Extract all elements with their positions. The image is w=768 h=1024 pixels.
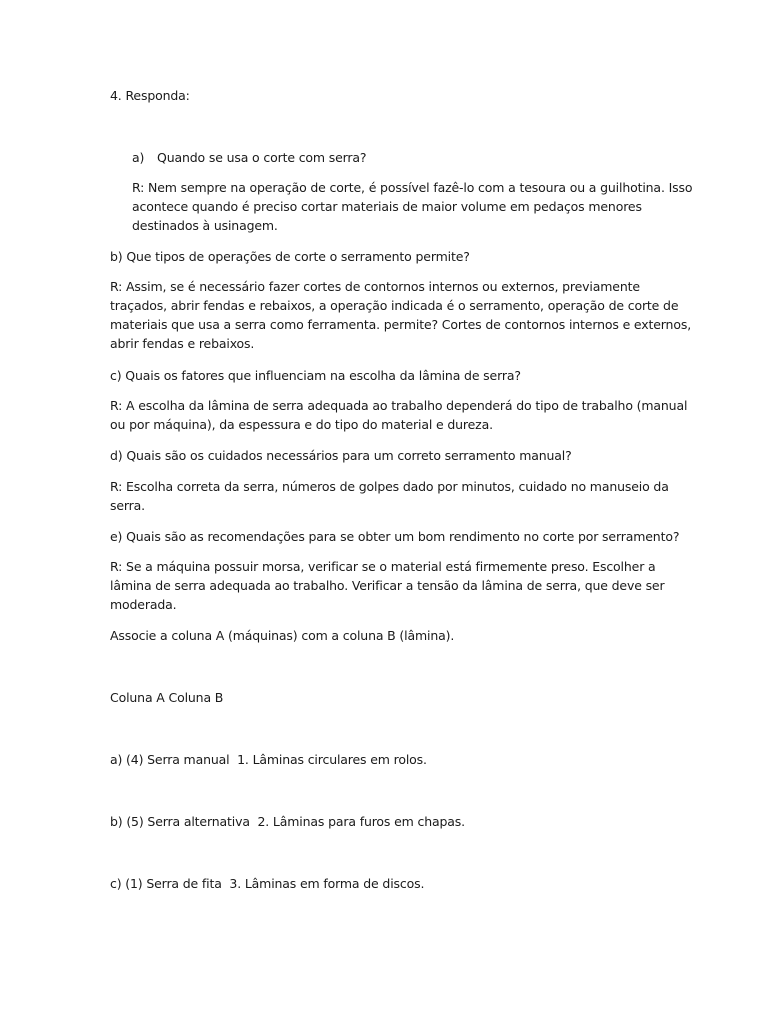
- answer-e-line: R: Se a máquina possuir morsa, verificar se o material está firmemente preso. Escolher a: [110, 559, 656, 574]
- answer-b: [110, 277, 691, 353]
- answer-a: [132, 178, 692, 235]
- question-e-text: e) Quais são as recomendações para se obter um bom rendimento no corte por serramento?: [110, 529, 680, 544]
- answer-c-line: R: A escolha da lâmina de serra adequada ao trabalho dependerá do tipo de trabalho (manual: [110, 398, 688, 413]
- answer-e: [110, 557, 664, 614]
- answer-b-line: materiais que usa a serra como ferramenta. permite? Cortes de contornos internos e externos,: [110, 317, 692, 332]
- answer-a-line: destinados à usinagem.: [132, 218, 278, 233]
- answer-e-line: lâmina de serra adequada ao trabalho. Verificar a tensão da lâmina de serra, que deve ser: [110, 578, 665, 593]
- answer-b-line: abrir fendas e rebaixos.: [110, 336, 255, 351]
- answer-a-line: acontece quando é preciso cortar materiais de maior volume em pedaços menores: [132, 199, 642, 214]
- question-a-marker: a): [132, 150, 145, 165]
- question-d-text: d) Quais são os cuidados necessários para um correto serramento manual?: [110, 448, 572, 463]
- question-b-text: b) Que tipos de operações de corte o serramento permite?: [110, 249, 470, 264]
- answer-b-line: R: Assim, se é necessário fazer cortes de contornos internos ou externos, previamente: [110, 279, 640, 294]
- answer-c-line: ou por máquina), da espessura e do tipo do material e dureza.: [110, 417, 493, 432]
- match-item: a) (4) Serra manual 1. Lâminas circulares em rolos.: [110, 752, 427, 767]
- answer-d-line: serra.: [110, 498, 145, 513]
- question-a-text: Quando se usa o corte com serra?: [157, 150, 367, 165]
- answer-e-line: moderada.: [110, 597, 177, 612]
- answer-d: [110, 477, 669, 515]
- columns-header: Coluna A Coluna B: [110, 690, 224, 705]
- question-c-text: c) Quais os fatores que influenciam na escolha da lâmina de serra?: [110, 368, 521, 383]
- answer-c: [110, 396, 687, 434]
- match-item: c) (1) Serra de fita 3. Lâminas em forma de discos.: [110, 876, 425, 891]
- answer-d-line: R: Escolha correta da serra, números de golpes dado por minutos, cuidado no manuseio da: [110, 479, 669, 494]
- answer-a-line: R: Nem sempre na operação de corte, é possível fazê-lo com a tesoura ou a guilhotina. Isso: [132, 180, 693, 195]
- answer-b-line: traçados, abrir fendas e rebaixos, a operação indicada é o serramento, operação de corte de: [110, 298, 679, 313]
- match-item: b) (5) Serra alternativa 2. Lâminas para furos em chapas.: [110, 814, 465, 829]
- section-heading: 4. Responda:: [110, 88, 190, 103]
- associate-instruction: Associe a coluna A (máquinas) com a coluna B (lâmina).: [110, 628, 455, 643]
